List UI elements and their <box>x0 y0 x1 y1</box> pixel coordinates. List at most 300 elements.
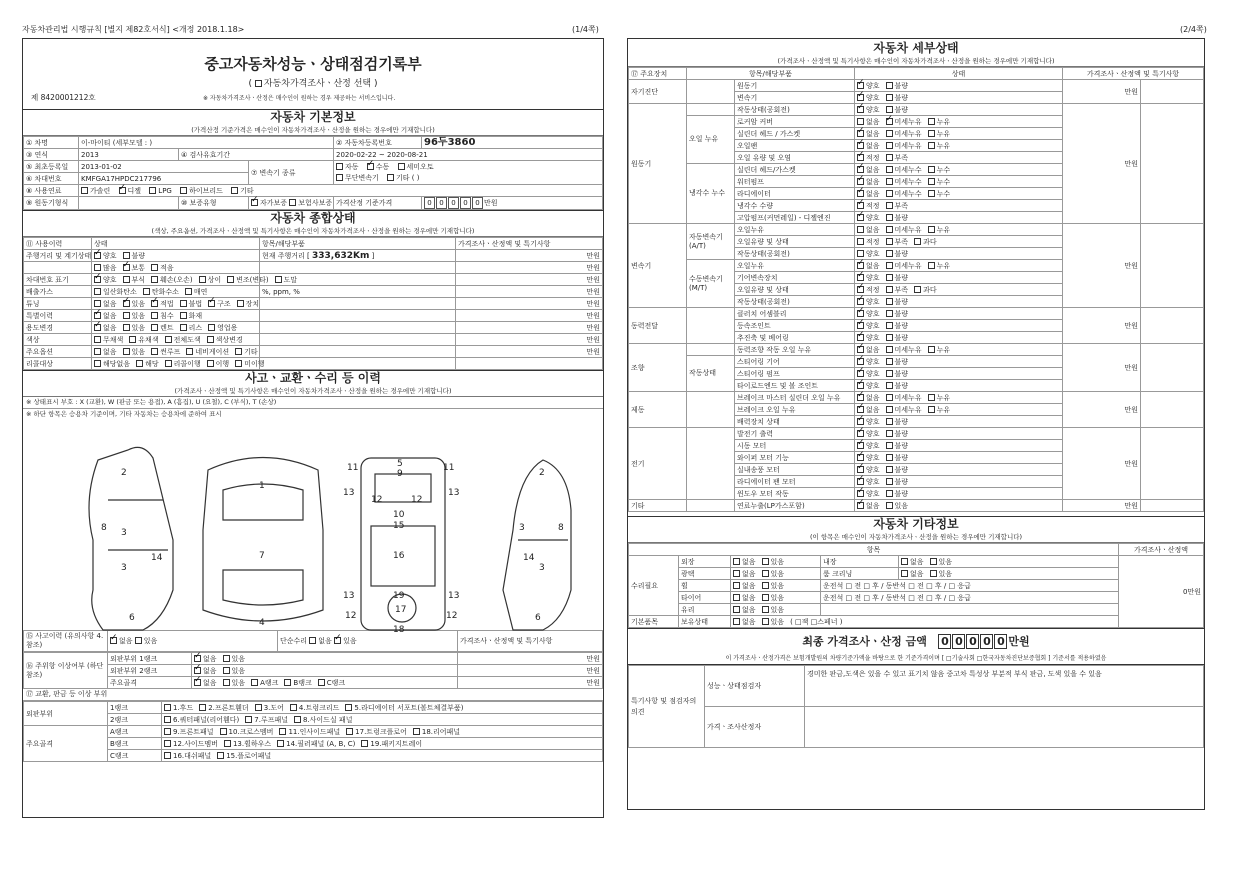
engine-label: ⑨ 원동기형식 <box>24 197 79 210</box>
p2.rows.31.a-checkbox-0[interactable] <box>857 454 864 461</box>
p2.rows.23.a-checkbox-1[interactable] <box>886 358 893 365</box>
detail-item: 와이퍼 모터 기능 <box>735 452 855 464</box>
p2.rows.0.a-checkbox-0[interactable] <box>857 82 864 89</box>
fuel-other-checkbox[interactable] <box>231 187 238 194</box>
form-subtitle: ( 자동차가격조사ㆍ산정 선택 ) <box>248 79 378 89</box>
svg-text:19: 19 <box>393 591 405 601</box>
detail-state: 적정 부족 과다 <box>855 236 1063 248</box>
p1.overall.rows.6.a-checkbox-0[interactable] <box>94 324 101 331</box>
warranty-insurer-checkbox[interactable] <box>289 199 296 206</box>
base-price-value: 0 0 0 0 0 만원 <box>422 197 603 210</box>
p2.need.2.a-checkbox-0[interactable] <box>733 582 740 589</box>
fuel-gasoline-checkbox[interactable] <box>81 187 88 194</box>
p2.rows.11.a-checkbox-0[interactable] <box>857 214 864 221</box>
svg-text:12: 12 <box>411 495 423 505</box>
p2.rows.33.a-checkbox-1[interactable] <box>886 478 893 485</box>
p2.rows.2.a-checkbox-1[interactable] <box>886 106 893 113</box>
p2.need.4.a-checkbox-1[interactable] <box>762 606 769 613</box>
price-select-checkbox[interactable] <box>255 80 262 87</box>
p1.overall.rows.6.a-checkbox-3[interactable] <box>180 324 187 331</box>
detail-state: ✓ 적정 부족 <box>855 152 1063 164</box>
history-yes-checkbox[interactable] <box>135 637 142 644</box>
detail-subgroup: 작동상태 <box>687 356 735 392</box>
p1.overall.rows.2.a-checkbox-4[interactable] <box>227 276 234 283</box>
p1.overall.rows.4.a-checkbox-3[interactable] <box>180 300 187 307</box>
part-checkbox[interactable] <box>294 716 301 723</box>
detail-group-price: 만원 <box>1063 344 1141 392</box>
svg-text:11: 11 <box>347 463 359 473</box>
p2.rows.35.a-checkbox-1[interactable] <box>886 502 893 509</box>
history-label: ⑮ 사고이력 (유의사항 4. 참조) <box>24 631 108 652</box>
p2.rows.7.a-checkbox-0[interactable] <box>857 166 864 173</box>
p2.rows.12.a-checkbox-2[interactable] <box>928 226 935 233</box>
engine-value <box>79 197 179 210</box>
p2.rows.34.a-checkbox-1[interactable] <box>886 490 893 497</box>
overall-item-name: 리콜대상 <box>24 358 92 370</box>
svg-text:9: 9 <box>397 469 403 479</box>
simple-none-checkbox[interactable] <box>309 637 316 644</box>
p2.need.2.a-checkbox-1[interactable] <box>762 582 769 589</box>
svg-text:6: 6 <box>129 613 135 623</box>
reg-no-label: ② 자동차등록번호 <box>334 137 422 149</box>
parts-row <box>24 714 603 726</box>
p2.rows.4.a-checkbox-2[interactable] <box>928 130 935 137</box>
detail-row <box>629 80 1204 92</box>
overall-item-price: 만원 <box>456 298 603 310</box>
final-price-section <box>628 628 1204 664</box>
p2.rows.9.a-checkbox-0[interactable] <box>857 190 864 197</box>
p2.rows.1.a-checkbox-0[interactable] <box>857 94 864 101</box>
part-checkbox[interactable] <box>164 728 171 735</box>
p1.overall.rows.1.a-checkbox-2[interactable] <box>151 264 158 271</box>
history-none-checkbox[interactable] <box>110 637 117 644</box>
p2.rows.18.a-checkbox-1[interactable] <box>886 298 893 305</box>
repair-options-2: 없음 있음 <box>899 568 1119 580</box>
rank-options: ✓ 없음 있음 <box>192 653 458 665</box>
p2.rows.17.a-checkbox-1[interactable] <box>886 286 893 293</box>
p2.rows.16.a-checkbox-1[interactable] <box>886 274 893 281</box>
detail-state: ✓ 양호 불량 <box>855 272 1063 284</box>
trans-semi-checkbox[interactable] <box>398 163 405 170</box>
p2.rows.7.a-checkbox-1[interactable] <box>886 166 893 173</box>
p1.overall.rows.5.a-checkbox-1[interactable] <box>123 312 130 319</box>
p2.rows.12.a-checkbox-0[interactable] <box>857 226 864 233</box>
detail-state: ✓ 양호 불량 <box>855 416 1063 428</box>
overall-item-name <box>24 262 92 274</box>
p2.rows.29.a-checkbox-0[interactable] <box>857 430 864 437</box>
p2.rows.27.a-checkbox-2[interactable] <box>928 406 935 413</box>
detail-state: ✓ 양호 불량 <box>855 104 1063 116</box>
detail-item: 클러치 어셈블리 <box>735 308 855 320</box>
basic-items-label: 기본품목 <box>629 616 679 628</box>
p2.rows.6.a-checkbox-1[interactable] <box>886 154 893 161</box>
p1.overall.rows.4.a-checkbox-2[interactable] <box>151 300 158 307</box>
trans-manual-checkbox[interactable] <box>367 163 374 170</box>
warranty-self-checkbox[interactable] <box>251 199 258 206</box>
p2.rows.13.a-checkbox-0[interactable] <box>857 238 864 245</box>
car-left-side <box>89 447 173 630</box>
p2.rows.12.a-checkbox-1[interactable] <box>886 226 893 233</box>
svg-text:13: 13 <box>448 488 460 498</box>
p2.rows.17.a-checkbox-0[interactable] <box>857 286 864 293</box>
p1.accident.ranks.2.a-checkbox-3[interactable] <box>284 679 291 686</box>
year-value: 2013 <box>79 149 179 161</box>
p2.rows.23.a-checkbox-0[interactable] <box>857 358 864 365</box>
detail-group: 변속기 <box>629 224 687 308</box>
detail-state: ✓ 양호 불량 <box>855 92 1063 104</box>
p2.rows.22.a-checkbox-0[interactable] <box>857 346 864 353</box>
svg-text:14: 14 <box>151 553 163 563</box>
p1.overall.rows.8.a-checkbox-1[interactable] <box>123 348 130 355</box>
part-checkbox[interactable] <box>345 704 352 711</box>
p1.overall.rows.2.a-checkbox-2[interactable] <box>151 276 158 283</box>
parts-rank: A랭크 <box>108 726 162 738</box>
p2.rows.24.a-checkbox-1[interactable] <box>886 370 893 377</box>
p2.rows.7.a-checkbox-2[interactable] <box>928 166 935 173</box>
fuel-diesel-checkbox[interactable] <box>119 187 126 194</box>
svg-text:6: 6 <box>535 613 541 623</box>
p1.overall.rows.9.a-checkbox-4[interactable] <box>235 360 242 367</box>
p2.rows.8.a-checkbox-1[interactable] <box>886 178 893 185</box>
p2.rows.18.a-checkbox-0[interactable] <box>857 298 864 305</box>
p2.rows.28.a-checkbox-1[interactable] <box>886 418 893 425</box>
p2.rows.28.a-checkbox-0[interactable] <box>857 418 864 425</box>
part-checkbox[interactable] <box>361 740 368 747</box>
basic-items-row <box>629 616 1204 628</box>
repair-price: 0만원 <box>1119 556 1204 628</box>
detail-item: 오일누유 <box>735 224 855 236</box>
repair-options: 없음 있음 <box>731 556 821 568</box>
first-reg-value: 2013-01-02 <box>79 161 249 173</box>
p2.rows.19.a-checkbox-1[interactable] <box>886 310 893 317</box>
p2.rows.30.a-checkbox-1[interactable] <box>886 442 893 449</box>
p2.need.0.a2-checkbox-1[interactable] <box>930 558 937 565</box>
p2.rows.3.a-checkbox-0[interactable] <box>857 118 864 125</box>
part-checkbox[interactable] <box>279 728 286 735</box>
p2.rows.26.a-checkbox-2[interactable] <box>928 394 935 401</box>
p2.rows.20.a-checkbox-0[interactable] <box>857 322 864 329</box>
repair-row <box>629 604 1204 616</box>
part-checkbox[interactable] <box>346 728 353 735</box>
p1.overall.rows.4.a-checkbox-0[interactable] <box>94 300 101 307</box>
part-checkbox[interactable] <box>245 716 252 723</box>
p2.rows.5.a-checkbox-1[interactable] <box>886 142 893 149</box>
vehicle-legend: ※ 하단 항목은 승용차 기준이며, 기타 자동차는 승용차에 준하여 표시 <box>26 410 222 418</box>
p2.need.3.a-checkbox-0[interactable] <box>733 594 740 601</box>
detail-row <box>629 224 1204 236</box>
overall-item-price: 만원 <box>456 322 603 334</box>
detail-group-notes <box>1141 308 1204 344</box>
p2.rows.14.a-checkbox-1[interactable] <box>886 250 893 257</box>
p2.rows.8.a-checkbox-0[interactable] <box>857 178 864 185</box>
p2.rows.15.a-checkbox-0[interactable] <box>857 262 864 269</box>
overall-item-price: 만원 <box>456 274 603 286</box>
p2.basic_opts-checkbox-0[interactable] <box>733 618 740 625</box>
overall-item-name: 배출가스 <box>24 286 92 298</box>
p2.rows.2.a-checkbox-0[interactable] <box>857 106 864 113</box>
trans-other-checkbox[interactable] <box>387 174 394 181</box>
detail-group-price: 만원 <box>1063 224 1141 308</box>
p1.accident.ranks.1.a-checkbox-1[interactable] <box>223 667 230 674</box>
overall-item-name: 주행거리 및 계기상태 <box>24 250 92 262</box>
p1.overall.rows.2.a-checkbox-5[interactable] <box>275 276 282 283</box>
p1.overall.rows.7.a-checkbox-1[interactable] <box>129 336 136 343</box>
detail-state: ✓ 양호 불량 <box>855 356 1063 368</box>
p2.basic_opts-checkbox-1[interactable] <box>762 618 769 625</box>
p2.rows.33.a-checkbox-0[interactable] <box>857 478 864 485</box>
p1.overall.rows.8.a-checkbox-0[interactable] <box>94 348 101 355</box>
part-checkbox[interactable] <box>164 740 171 747</box>
p1.overall.rows.4.a-checkbox-5[interactable] <box>237 300 244 307</box>
p2.rows.25.a-checkbox-0[interactable] <box>857 382 864 389</box>
detail-item: 실린더 헤드 / 가스켓 <box>735 128 855 140</box>
p1.overall.rows.6.a-checkbox-2[interactable] <box>151 324 158 331</box>
p2.rows.22.a-checkbox-1[interactable] <box>886 346 893 353</box>
detail-state: ✓ 적정 부족 과다 <box>855 284 1063 296</box>
p2.rows.31.a-checkbox-1[interactable] <box>886 454 893 461</box>
detail-state: ✓ 양호 불량 <box>855 488 1063 500</box>
appraiser-label: 가격ㆍ조사산정자 <box>705 707 805 748</box>
basic-info-table <box>23 136 603 210</box>
p2.rows.26.a-checkbox-0[interactable] <box>857 394 864 401</box>
p1.accident.ranks.0.a-checkbox-1[interactable] <box>223 655 230 662</box>
detail-item: 브레이크 오일 누유 <box>735 404 855 416</box>
p2.rows.24.a-checkbox-0[interactable] <box>857 370 864 377</box>
p1.overall.rows.7.a-checkbox-2[interactable] <box>165 336 172 343</box>
transmission-label: ⑦ 변속기 종류 <box>249 161 334 185</box>
page-1 <box>22 38 604 818</box>
p2.rows.10.a-checkbox-1[interactable] <box>886 202 893 209</box>
p1.overall.rows.9.a-checkbox-2[interactable] <box>165 360 172 367</box>
p1.overall.rows.9.a-checkbox-0[interactable] <box>94 360 101 367</box>
detail-group-price: 만원 <box>1063 80 1141 104</box>
repair-row <box>629 568 1204 580</box>
fuel-options: 가솔린 ✓ 디젤 LPG 하이브리드 기타 <box>79 185 603 197</box>
p1.accident.ranks.1.a-checkbox-0[interactable] <box>194 667 201 674</box>
part-checkbox[interactable] <box>255 704 262 711</box>
overall-head-4: 가격조사ㆍ산정액 및 특기사항 <box>456 238 603 250</box>
p2.rows.27.a-checkbox-0[interactable] <box>857 406 864 413</box>
repair-item-2 <box>821 604 1119 616</box>
p2.need.3.a-checkbox-1[interactable] <box>762 594 769 601</box>
repair-item: 타이어 <box>679 592 731 604</box>
svg-text:8: 8 <box>558 523 564 533</box>
p2.rows.3.a-checkbox-1[interactable] <box>886 118 893 125</box>
part-checkbox[interactable] <box>220 728 227 735</box>
p1.accident.ranks.2.a-checkbox-4[interactable] <box>318 679 325 686</box>
vin-label: ⑥ 차대번호 <box>24 173 79 185</box>
p2.rows.25.a-checkbox-1[interactable] <box>886 382 893 389</box>
overall-item-options: ✓ 없음 있음 침수 화재 <box>92 310 260 322</box>
detail-state: ✓ 양호 불량 <box>855 452 1063 464</box>
p2.rows.32.a-checkbox-0[interactable] <box>857 466 864 473</box>
detail-subgroup <box>687 308 735 344</box>
part-checkbox[interactable] <box>164 752 171 759</box>
p1.overall.rows.7.a-checkbox-0[interactable] <box>94 336 101 343</box>
svg-text:12: 12 <box>371 495 383 505</box>
p2.rows.21.a-checkbox-1[interactable] <box>886 334 893 341</box>
p2.rows.1.a-checkbox-1[interactable] <box>886 94 893 101</box>
p1.accident.ranks.0.a-checkbox-0[interactable] <box>194 655 201 662</box>
p2.rows.19.a-checkbox-0[interactable] <box>857 310 864 317</box>
part-checkbox[interactable] <box>164 716 171 723</box>
p2.rows.10.a-checkbox-0[interactable] <box>857 202 864 209</box>
p1.overall.rows.3.a-checkbox-2[interactable] <box>185 288 192 295</box>
p1.overall.rows.2.a-checkbox-0[interactable] <box>94 276 101 283</box>
p2.rows.26.a-checkbox-1[interactable] <box>886 394 893 401</box>
detail-state: ✓ 없음 있음 <box>855 500 1063 512</box>
overall-item-detail <box>260 322 456 334</box>
p1.overall.rows.2.a-checkbox-1[interactable] <box>123 276 130 283</box>
svg-text:15: 15 <box>393 521 405 531</box>
part-checkbox[interactable] <box>164 704 171 711</box>
p2.rows.17.a-checkbox-2[interactable] <box>914 286 921 293</box>
p1.overall.rows.5.a-checkbox-3[interactable] <box>180 312 187 319</box>
p2.rows.4.a-checkbox-1[interactable] <box>886 130 893 137</box>
p2.rows.5.a-checkbox-0[interactable] <box>857 142 864 149</box>
detail-group-notes <box>1141 428 1204 500</box>
p2.rows.34.a-checkbox-0[interactable] <box>857 490 864 497</box>
p1.overall.rows.7.a-checkbox-3[interactable] <box>207 336 214 343</box>
part-checkbox[interactable] <box>224 740 231 747</box>
p2.rows.5.a-checkbox-2[interactable] <box>928 142 935 149</box>
p2.rows.15.a-checkbox-2[interactable] <box>928 262 935 269</box>
warranty-label: ⑩ 보증유형 <box>179 197 249 210</box>
p1.accident.ranks.2.a-checkbox-2[interactable] <box>251 679 258 686</box>
p2.rows.13.a-checkbox-2[interactable] <box>914 238 921 245</box>
p2.rows.11.a-checkbox-1[interactable] <box>886 214 893 221</box>
p1.overall.rows.8.a-checkbox-3[interactable] <box>186 348 193 355</box>
p1.overall.rows.3.a-checkbox-1[interactable] <box>143 288 150 295</box>
svg-text:18: 18 <box>393 625 405 635</box>
detail-state: ✓ 양호 불량 <box>855 428 1063 440</box>
p2.need.0.a-checkbox-0[interactable] <box>733 558 740 565</box>
p2.rows.6.a-checkbox-0[interactable] <box>857 154 864 161</box>
p1.overall.rows.5.a-checkbox-2[interactable] <box>151 312 158 319</box>
overall-item-options: ✓ 양호 부식 훼손(오손) 상이 변조(변타) 도말 <box>92 274 260 286</box>
odometer-value: 333,632Km <box>312 250 370 261</box>
detail-state: ✓ 양호 불량 <box>855 212 1063 224</box>
p2.rows.22.a-checkbox-2[interactable] <box>928 346 935 353</box>
p1.overall.rows.3.a-checkbox-0[interactable] <box>94 288 101 295</box>
parts-head: ⑰ 교환, 판금 등 이상 부위 <box>23 689 603 701</box>
part-checkbox[interactable] <box>199 704 206 711</box>
detail-head-2: 항목/해당부품 <box>687 68 855 80</box>
p1.overall.rows.5.a-checkbox-0[interactable] <box>94 312 101 319</box>
p1.overall.rows.4.a-checkbox-1[interactable] <box>123 300 130 307</box>
p1.overall.rows.1.a-checkbox-0[interactable] <box>94 264 101 271</box>
overall-item-options: 일산화탄소 탄화수소 매연 <box>92 286 260 298</box>
part-checkbox[interactable] <box>217 752 224 759</box>
p1.overall.rows.9.a-checkbox-1[interactable] <box>136 360 143 367</box>
p2.rows.0.a-checkbox-1[interactable] <box>886 82 893 89</box>
p2.rows.15.a-checkbox-1[interactable] <box>886 262 893 269</box>
detail-group-price: 만원 <box>1063 500 1141 512</box>
p2.rows.27.a-checkbox-1[interactable] <box>886 406 893 413</box>
p2.rows.29.a-checkbox-1[interactable] <box>886 430 893 437</box>
p2.need.1.a-checkbox-1[interactable] <box>762 570 769 577</box>
part-checkbox[interactable] <box>413 728 420 735</box>
p2.rows.14.a-checkbox-0[interactable] <box>857 250 864 257</box>
p2.rows.20.a-checkbox-1[interactable] <box>886 322 893 329</box>
part-checkbox[interactable] <box>277 740 284 747</box>
p1.overall.rows.6.a-checkbox-4[interactable] <box>208 324 215 331</box>
detail-state: ✓ 없음 미세누유 누유 <box>855 344 1063 356</box>
overall-row <box>24 286 603 298</box>
p2.rows.16.a-checkbox-0[interactable] <box>857 274 864 281</box>
detail-group-price: 만원 <box>1063 308 1141 344</box>
p2.rows.35.a-checkbox-0[interactable] <box>857 502 864 509</box>
p1.overall.rows.1.a-checkbox-1[interactable] <box>123 264 130 271</box>
svg-text:3: 3 <box>121 563 127 573</box>
p2.rows.32.a-checkbox-1[interactable] <box>886 466 893 473</box>
overall-head-3: 항목/해당부품 <box>260 238 456 250</box>
p1.overall.rows.8.a-checkbox-2[interactable] <box>151 348 158 355</box>
p2.rows.9.a-checkbox-2[interactable] <box>928 190 935 197</box>
p2.need.1.a2-checkbox-0[interactable] <box>901 570 908 577</box>
svg-text:14: 14 <box>523 553 535 563</box>
detail-item: 작동상태(공회전) <box>735 248 855 260</box>
p1.overall.rows.6.a-checkbox-1[interactable] <box>123 324 130 331</box>
overall-item-name: 특별이력 <box>24 310 92 322</box>
p2.need.4.a-checkbox-0[interactable] <box>733 606 740 613</box>
p2.rows.30.a-checkbox-0[interactable] <box>857 442 864 449</box>
p2.rows.8.a-checkbox-2[interactable] <box>928 178 935 185</box>
overall-item-price: 만원 <box>456 262 603 274</box>
p2.rows.13.a-checkbox-1[interactable] <box>886 238 893 245</box>
p2.need.0.a-checkbox-1[interactable] <box>762 558 769 565</box>
p1.overall.rows.8.a-checkbox-4[interactable] <box>235 348 242 355</box>
p1.overall.rows.0.a-checkbox-1[interactable] <box>123 252 130 259</box>
overall-item-detail <box>260 358 456 370</box>
detail-subgroup <box>687 80 735 104</box>
fuel-hybrid-checkbox[interactable] <box>180 187 187 194</box>
detail-state: ✓ 양호 불량 <box>855 296 1063 308</box>
part-checkbox[interactable] <box>290 704 297 711</box>
car-name-label: ① 차명 <box>24 137 79 149</box>
trans-auto-checkbox[interactable] <box>336 163 343 170</box>
detail-state: ✓ 없음 미세누수 누수 <box>855 188 1063 200</box>
p1.overall.rows.2.a-checkbox-3[interactable] <box>199 276 206 283</box>
warranty-options: ✓ 자가보증 보험사보증 <box>249 197 334 210</box>
overall-item-price: 만원 <box>456 286 603 298</box>
simple-yes-checkbox[interactable] <box>334 637 341 644</box>
trans-cvt-checkbox[interactable] <box>336 174 343 181</box>
p2.need.1.a-checkbox-0[interactable] <box>733 570 740 577</box>
detail-state: ✓ 양호 불량 <box>855 308 1063 320</box>
p2.need.0.a2-checkbox-0[interactable] <box>901 558 908 565</box>
p2.rows.3.a-checkbox-2[interactable] <box>928 118 935 125</box>
p2.rows.9.a-checkbox-1[interactable] <box>886 190 893 197</box>
overall-item-price: 만원 <box>456 310 603 322</box>
p1.overall.rows.4.a-checkbox-4[interactable] <box>208 300 215 307</box>
p1.overall.rows.0.a-checkbox-0[interactable] <box>94 252 101 259</box>
repair-row <box>629 556 1204 568</box>
p1.overall.rows.9.a-checkbox-3[interactable] <box>207 360 214 367</box>
fuel-lpg-checkbox[interactable] <box>149 187 156 194</box>
detail-item: 오일팬 <box>735 140 855 152</box>
svg-text:13: 13 <box>448 591 460 601</box>
p1.accident.ranks.2.a-checkbox-0[interactable] <box>194 679 201 686</box>
detail-subgroup: 자동변속기 (A/T) <box>687 224 735 260</box>
p2.rows.4.a-checkbox-0[interactable] <box>857 130 864 137</box>
detail-subgroup <box>687 392 735 428</box>
trans-other: 기타 ( ) <box>387 174 419 182</box>
p2.need.1.a2-checkbox-1[interactable] <box>930 570 937 577</box>
parts-items: 12.사이드멤버 13.휠하우스 14.필러패널 (A, B, C) 19.패키지트레이 <box>162 738 603 750</box>
p1.accident.ranks.2.a-checkbox-1[interactable] <box>223 679 230 686</box>
p2.rows.21.a-checkbox-0[interactable] <box>857 334 864 341</box>
